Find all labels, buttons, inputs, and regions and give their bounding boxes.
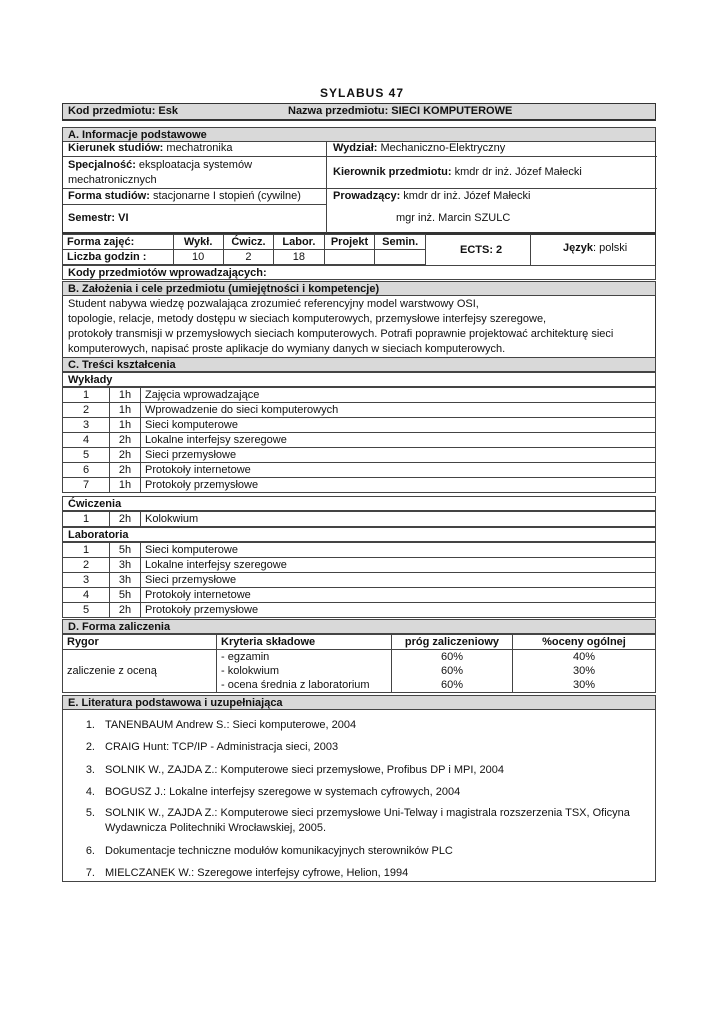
table-row: 1 5h Sieci komputerowe xyxy=(63,543,656,558)
jezyk: Język: polski xyxy=(563,242,628,254)
section-a-body xyxy=(62,141,656,233)
laboratoria-label: Laboratoria xyxy=(62,527,656,542)
table-row: 6 2h Protokoły internetowe xyxy=(63,463,656,478)
table-row: - kolokwium 60% 30% xyxy=(63,664,656,678)
wykl-header: Wykł. xyxy=(173,235,223,250)
wyklady-table xyxy=(62,387,656,493)
table-row: zaliczenie z oceną - egzamin 60% 40% xyxy=(63,650,656,665)
ocena-header: %oceny ogólnej xyxy=(513,635,656,650)
header-bar xyxy=(62,103,656,120)
cwicz-hours: 2 xyxy=(223,250,274,265)
list-item: 7. MIELCZANEK W.: Szeregowe interfejsy cyfrowe, Helion, 1994 xyxy=(85,867,409,879)
zajecia-table xyxy=(62,234,426,265)
section-b-heading: B. Założenia i cele przedmiotu (umiejętności i kompetencje) xyxy=(62,281,656,296)
section-c-heading: C. Treści kształcenia xyxy=(62,357,656,372)
list-item: 4. BOGUSZ J.: Lokalne interfejsy szeregowe w systemach cyfrowych, 2004 xyxy=(85,786,461,798)
rygor-value: zaliczenie z oceną xyxy=(63,650,217,693)
table-row: 5 2h Sieci przemysłowe xyxy=(63,448,656,463)
page-title: SYLABUS 47 xyxy=(319,86,405,100)
table-row: 2 3h Lokalne interfejsy szeregowe xyxy=(63,558,656,573)
list-item: 1. TANENBAUM Andrew S.: Sieci komputerowe, 2004 xyxy=(85,719,357,731)
kierunek: Kierunek studiów: mechatronika xyxy=(68,142,233,154)
section-b-body xyxy=(62,296,656,358)
wydzial: Wydział: Mechaniczno-Elektryczny xyxy=(333,142,506,154)
prowadzacy-2: mgr inż. Marcin SZULC xyxy=(396,212,511,224)
table-row: 1 2h Kolokwium xyxy=(63,512,656,527)
prog-header: próg zaliczeniowy xyxy=(392,635,513,650)
table-row: 3 3h Sieci przemysłowe xyxy=(63,573,656,588)
table-row: 3 1h Sieci komputerowe xyxy=(63,418,656,433)
projekt-header: Projekt xyxy=(324,235,375,250)
zaliczenie-table xyxy=(62,634,656,693)
kod-przedmiotu: Kod przedmiotu: Esk xyxy=(68,105,179,117)
nazwa-przedmiotu: Nazwa przedmiotu: SIECI KOMPUTEROWE xyxy=(288,105,513,117)
section-d-heading: D. Forma zaliczenia xyxy=(62,619,656,634)
section-e-heading: E. Literatura podstawowa i uzupełniająca xyxy=(62,695,656,710)
cele-line-1: Student nabywa wiedzę pozwalająca zrozumieć referencyjny model warstwowy OSI, xyxy=(68,298,479,310)
rygor-header: Rygor xyxy=(63,635,217,650)
semin-hours xyxy=(375,250,426,265)
ects: ECTS: 2 xyxy=(460,244,503,256)
cele-line-4: komputerowych, napisać proste aplikacje do wymiany danych w sieciach komputerowych. xyxy=(68,343,506,355)
list-item: 3. SOLNIK W., ZAJDA Z.: Komputerowe sieci przemysłowe, Profibus DP i MPI, 2004 xyxy=(85,764,504,776)
wyklady-label: Wykłady xyxy=(62,372,656,387)
table-row: 7 1h Protokoły przemysłowe xyxy=(63,478,656,493)
list-item: 5. SOLNIK W., ZAJDA Z.: Komputerowe sieci przemysłowe Uni-Telway i magistrala rozszerzenia TSX, Oficyna Wydawnicza Politechniki Wrocławskiej, 2005. xyxy=(85,807,630,834)
laboratoria-table xyxy=(62,542,656,618)
forma-zajec-label: Forma zajęć: xyxy=(63,235,174,250)
table-row: 4 5h Protokoły internetowe xyxy=(63,588,656,603)
table-row: 5 2h Protokoły przemysłowe xyxy=(63,603,656,618)
cwicz-header: Ćwicz. xyxy=(223,235,274,250)
liczba-godzin-label: Liczba godzin : xyxy=(63,250,174,265)
cele-line-3: protokoły transmisji w przemysłowych sieciach komputerowych. Potrafi poprawnie projektować architekturę sieci xyxy=(68,328,614,340)
kierownik-przedmiotu: Kierownik przedmiotu: kmdr dr inż. Józef Małecki xyxy=(333,166,582,178)
table-row: 2 1h Wprowadzenie do sieci komputerowych xyxy=(63,403,656,418)
table-row: 4 2h Lokalne interfejsy szeregowe xyxy=(63,433,656,448)
labor-header: Labor. xyxy=(274,235,324,250)
semestr: Semestr: VI xyxy=(68,212,129,224)
specjalnosc: Specjalność: eksploatacja systemów mechatronicznych xyxy=(68,159,253,186)
cwiczenia-label: Ćwiczenia xyxy=(62,496,656,511)
kryteria-header: Kryteria składowe xyxy=(217,635,392,650)
labor-hours: 18 xyxy=(274,250,324,265)
table-row: - ocena średnia z laboratorium 60% 30% xyxy=(63,678,656,693)
list-item: 6. Dokumentacje techniczne modułów komunikacyjnych sterowników PLC xyxy=(85,845,453,857)
list-item: 2. CRAIG Hunt: TCP/IP - Administracja sieci, 2003 xyxy=(85,741,339,753)
forma-studiow: Forma studiów: stacjonarne I stopień (cywilne) xyxy=(68,190,301,202)
cele-line-2: topologie, relacje, metody dostępu w sieciach komputerowych, przemysłowe interfejsy szeregowe, xyxy=(68,313,547,325)
wykl-hours: 10 xyxy=(173,250,223,265)
semin-header: Semin. xyxy=(375,235,426,250)
projekt-hours xyxy=(324,250,375,265)
prowadzacy: Prowadzący: kmdr dr inż. Józef Małecki xyxy=(333,190,531,202)
table-row: 1 1h Zajęcia wprowadzające xyxy=(63,388,656,403)
kody-przedmiotow: Kody przedmiotów wprowadzających: xyxy=(62,265,656,280)
literatura-list xyxy=(62,710,656,882)
section-a-heading: A. Informacje podstawowe xyxy=(62,127,656,142)
cwiczenia-table xyxy=(62,511,656,527)
